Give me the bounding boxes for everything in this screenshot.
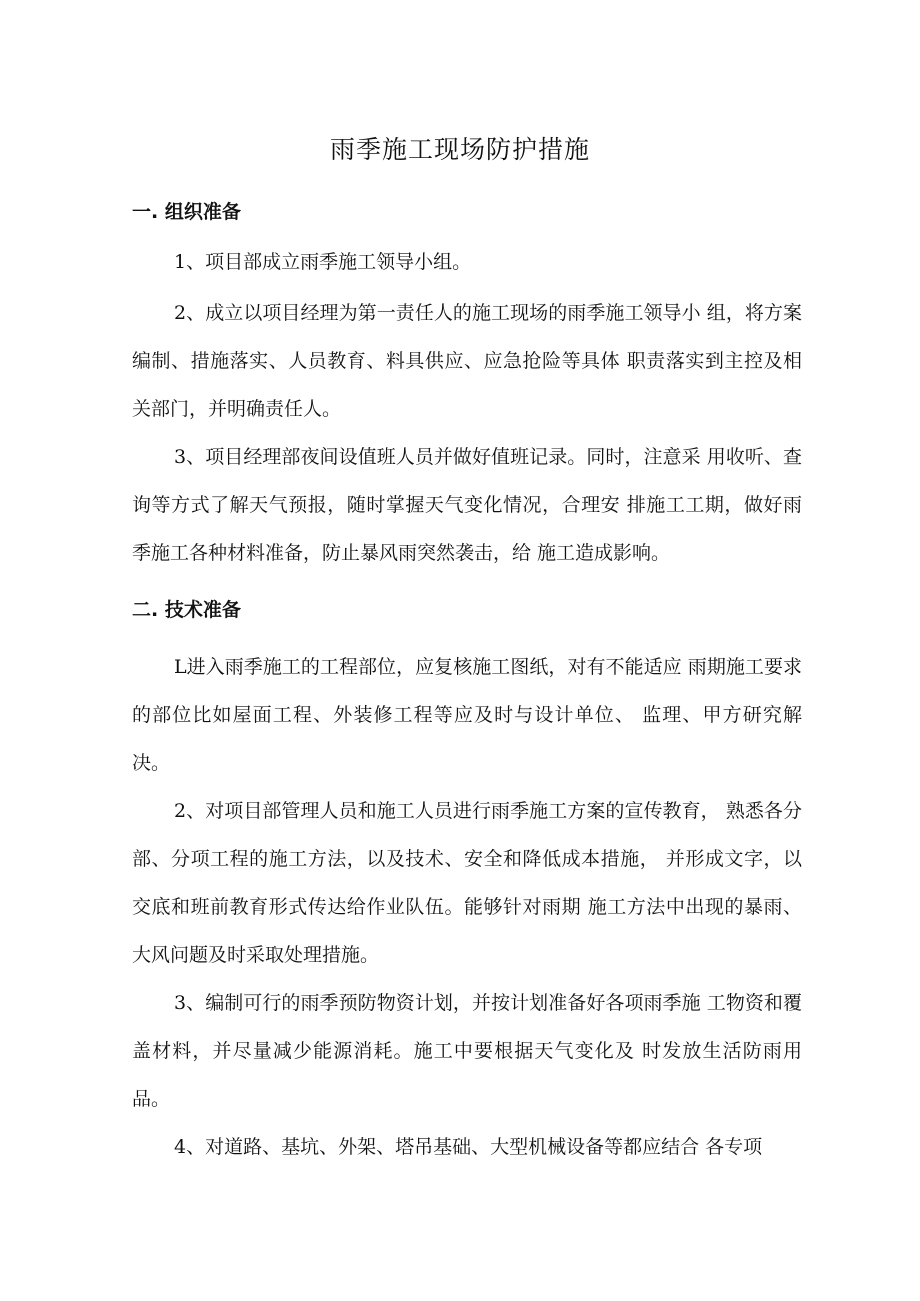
paragraph: 2、成立以项目经理为第一责任人的施工现场的雨季施工领导小 组，将方案编制、措施落实、人员教育、料具供应、应急抢险等具体 职责落实到主控及相关部门，并明确责任人。: [132, 302, 802, 420]
paragraph: 4、对道路、基坑、外架、塔吊基础、大型机械设备等都应结合 各专项: [174, 1136, 763, 1158]
paragraph: 3、项目经理部夜间设值班人员并做好值班记录。同时，注意采 用收听、查询等方式了解天气预报，随时掌握天气变化情况，合理安 排施工工期，做好雨季施工各种材料准备，防止暴风雨突然袭击，给 施工造成影响。: [132, 446, 802, 564]
paragraph: 1、项目部成立雨季施工领导小组。: [174, 251, 472, 273]
paragraph: 3、编制可行的雨季预防物资计划，并按计划准备好各项雨季施 工物资和覆盖材料，并尽量减少能源消耗。施工中要根据天气变化及 时发放生活防雨用品。: [132, 992, 802, 1110]
section-heading-technical: 二. 技术准备: [132, 599, 241, 621]
paragraph: L进入雨季施工的工程部位，应复核施工图纸，对有不能适应 雨期施工要求的部位比如屋面工程、外装修工程等应及时与设计单位、 监理、甲方研究解决。: [132, 656, 802, 774]
document-title: 雨季施工现场防护措施: [329, 135, 590, 164]
section-heading-organization: 一. 组织准备: [132, 201, 241, 223]
paragraph: 2、对项目部管理人员和施工人员进行雨季施工方案的宣传教育， 熟悉各分部、分项工程的施工方法，以及技术、安全和降低成本措施， 并形成文字，以交底和班前教育形式传达给作业队伍。能够针对雨期 施工方法中出现的暴雨、大风问题及时采取处理措施。: [132, 800, 802, 966]
